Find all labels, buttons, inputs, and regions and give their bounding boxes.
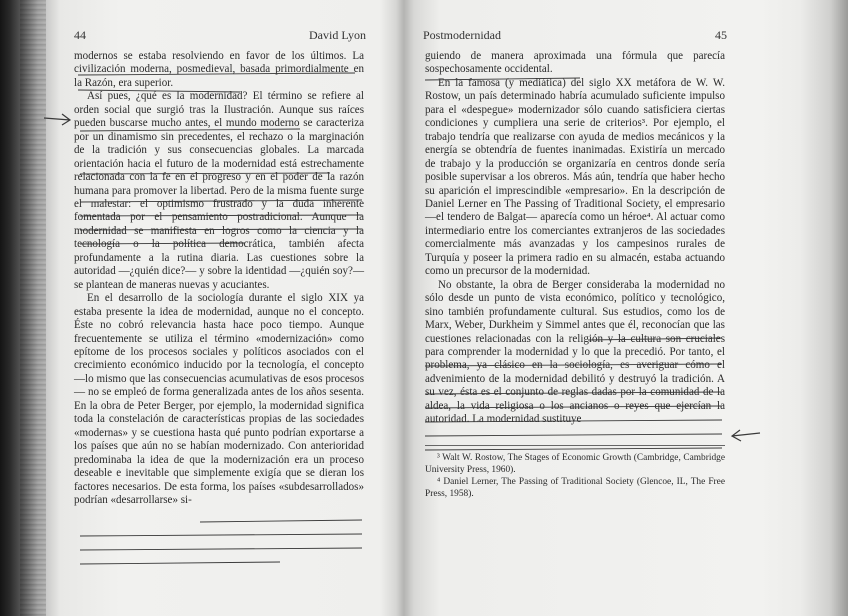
- underline-mark: [78, 73, 355, 75]
- underline-mark: [80, 534, 362, 536]
- left-running-head: David Lyon: [309, 28, 366, 42]
- footnote-4: ⁴ Daniel Lerner, The Passing of Traditional Society (Glencoe, IL, The Free Press, 1958).: [425, 476, 725, 499]
- underline-mark: [425, 434, 722, 436]
- underline-mark: [425, 448, 722, 450]
- underline-mark: [80, 215, 362, 216]
- right-running-head: Postmodernidad: [423, 28, 501, 42]
- margin-arrow-right: [732, 430, 760, 441]
- underline-mark: [588, 338, 722, 340]
- right-paragraph-1: guiendo de manera aproximada una fórmula que parecía sospechosamente occidental.: [425, 50, 725, 76]
- left-paragraph-3: En el desarrollo de la sociología durante el siglo XIX ya estaba presente la idea de modernidad, aunque no el concepto. Éste no cobró relevancia hasta hace poco tiempo. Aunque frecuentemente se utiliza el término «modernización» como epítome de los procesos sociales y políticos asociados con el crecimiento económico inducido por la tecnología, el concepto —lo mismo que las consecuencias acumulativas de esos procesos— no se empleó de forma generalizada antes de los años sesenta. En la obra de Peter Berger, por ejemplo, la modernidad significa toda la constelación de características propias de las sociedades «modernas» y se cuestiona hasta qué punto podrían exportarse a los países que aún no se habían modernizado. Con anterioridad predominaba la idea de que la modernización era un proceso deseable e inevitable que simplemente exigía que se dieran los factores necesarios. De esta forma, los países «subdesarrollados» podrían «desarrollarse» si-: [74, 292, 364, 506]
- footnote-3: ³ Walt W. Rostow, The Stages of Economic Growth (Cambridge, Cambridge University Press, 1960).: [425, 452, 725, 475]
- underline-mark: [78, 90, 240, 92]
- left-paragraph-2: Así pues, ¿qué es la modernidad? El término se refiere al orden social que surgió tras la Ilustración. Aunque sus raíces pueden buscarse mucho antes, el mundo moderno se caracteriza por un dinamismo sin precedentes, el rechazo o la marginación de la tradición y sus consecuencias globales. La marcada orientación hacia el futuro de la modernidad está estrechamente relacionada con la fe en el progreso y en el poder de la razón humana para promover la libertad. Pero de la misma fuente surge el malestar: el optimismo frustrado y la duda inherente fomentada por el pensamiento postradicional. Aunque la modernidad se manifiesta en logros como la ciencia y la tecnología o la política democrática, también afecta profundamente a la rutina diaria. Las cuestiones sobre la autoridad —¿quién dice?— y sobre la identidad —¿quién soy?— se plantean de maneras nuevas y acuciantes.: [74, 90, 364, 291]
- underline-mark: [425, 364, 722, 366]
- underline-mark: [80, 229, 362, 230]
- underline-mark: [425, 420, 722, 422]
- underline-mark: [80, 548, 362, 550]
- underline-mark: [80, 129, 300, 131]
- right-page-number: 45: [715, 28, 727, 42]
- underline-mark: [80, 243, 245, 244]
- underline-mark: [425, 406, 722, 408]
- right-paragraph-3: No obstante, la obra de Berger consideraba la modernidad no sólo desde un punto de vista económico, político y tecnológico, sino también profundamente cultural. Sus estudios, como los de Marx, Weber, Durkheim y Simmel antes que él, reconocían que las cuestiones relacionadas con la religión y la cultura son cruciales para comprender la modernidad y lo que la precedió. Por tanto, el problema, ya clásico en la sociología, es averiguar cómo el advenimiento de la modernidad debilitó y destruyó la tradición. A su vez, ésta es el conjunto de reglas dadas por la comunidad de la aldea, la vida religiosa o los ancianos o reyes que ejercían la autoridad. La modernidad sustituye: [425, 278, 725, 426]
- underline-mark: [80, 200, 362, 202]
- underline-mark: [425, 392, 722, 394]
- underline-mark: [80, 562, 280, 564]
- left-paragraph-1: modernos se estaba resolviendo en favor de los últimos. La civilización moderna, posmedieval, basada primordialmente en la Razón, era superior.: [74, 50, 364, 89]
- underline-mark: [80, 173, 330, 174]
- right-paragraph-2: En la famosa (y mediática) del siglo XX metáfora de W. W. Rostow, un país determinado habría acumulado suficiente impulso para el «despegue» modernizador sólo cuando satisficiera ciertas condiciones y cumpliera una serie de criterios³. Por ejemplo, el trabajo tendría que realizarse con ayuda de medios mecánicos y la energía se obtendría de fuentes inanimadas. Existiría un mercado de trabajo y la producción se organizaría en centros donde sería posible supervisar a los obreros. Más aún, tendría que haber hecho su aparición el imprescindible «empresario». En la descripción de Daniel Lerner en The Passing of Traditional Society, el empresario —el tendero de Balgat— aparecía como un héroe⁴. Al actuar como intermediario entre los comerciantes extranjeros de las sociedades comercialmente más avanzadas y los campesinos rurales de Turquía y poseer la primera radio en su almacén, estaba actuando como un precursor de la modernidad.: [425, 76, 725, 278]
- margin-arrow-left: [44, 114, 70, 125]
- left-page-number: 44: [74, 28, 86, 42]
- underline-mark: [425, 78, 580, 80]
- underline-mark: [200, 520, 362, 522]
